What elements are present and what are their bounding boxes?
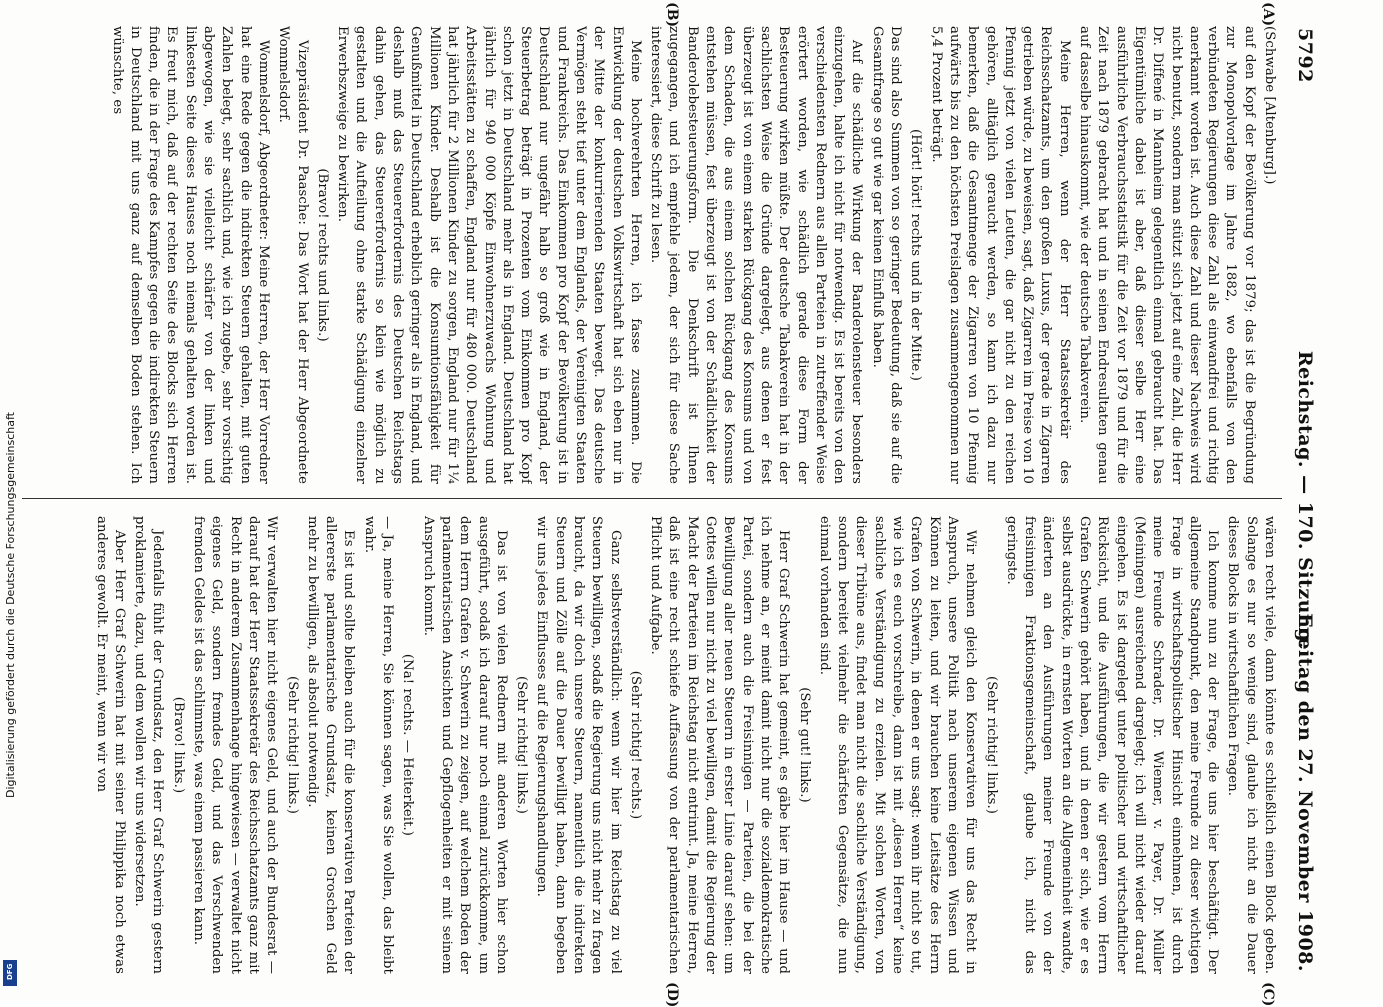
paragraph: Meine Herren, wenn der Herr Staatssekretär des Reichsschatzamts, um den großen Luxus, der gerade in Zigarren getrieben würde, zu beweisen, sagt, daß Zigarren im Preise von 10 Pfennig jetzt von vielen Leuten, die gar nicht zu den reichen gehören, alltäglich geraucht werden, so kann ich dazu nur bemerken, daß die Gesamtmenge der Zigarren von 10 Pfennig aufwärts bis zu den höchsten Preislagen zusammengenommen nur 5,4 Prozent beträgt. — [928, 26, 1072, 484]
session-date: Freitag den 27. November 1908. — [1294, 613, 1316, 972]
paragraph: Auf die schädliche Wirkung der Banderolensteuer besonders einzugehen, halte ich nicht für notwendig. Es ist bereits von den verschiedensten Rednern aus allen Parteien in zutreffender Weise erörtert worden, wie schädlich gerade diese Form der Besteuerung wirken müßte. Der deutsche Tabakverein hat in der sachlichsten Weise die Gründe dargelegt, aus denen er fest überzeugt ist von einem starken Rückgang des Konsums und von dem Schaden, die aus einem solchen Rückgang des Konsums entstehen müssen, fest überzeugt ist von der Schädlichkeit der Banderolebesteuerungsform. Die Denkschrift ist Ihnen zugegangen, und ich empfehle jedem, der sich für diese Sache interessiert, diese Schrift zu lesen. — [648, 26, 865, 484]
paragraph: (Sehr richtig! links.) — [284, 675, 300, 815]
paragraph: Es ist und sollte bleiben auch für die konservativen Parteien der allererste parlamentarische Grundsatz, keinen Groschen Geld mehr zu bewilligen, als absolut notwendig. — [304, 516, 357, 974]
paragraph: Jedenfalls fühlt der Grundsatz, den Herr Graf Schwerin gestern proklamierte, dazu, und dem wollen wir uns widersetzen. — [132, 516, 166, 974]
paragraph: Wir verwalten hier nicht eigenes Geld, und auch der Bundesrat — darauf hat der Herr Staatssekretär des Reichsschatzamts ganz mit Recht in anderem Zusammenhange hingewiesen — verwaltet nicht eigenes Geld, sondern fremdes Geld, und das Verschwenden fremden Geldes ist das schlimmste, was einem passieren kann. — [191, 516, 280, 974]
paragraph: Vizepräsident Dr. Paasche: Das Wort hat der Herr Abgeordnete Wommelsdorf. — [276, 26, 310, 484]
paragraph: (Na! rechts. — Heiterkeit.) — [400, 653, 416, 837]
paragraph: (Sehr richtig! links.) — [514, 675, 530, 815]
column-divider — [22, 498, 1282, 499]
dfg-logo-text: DFG — [6, 963, 14, 980]
dfg-logo — [3, 960, 17, 986]
paragraph: (Bravo! rechts und links.) — [314, 168, 330, 342]
paragraph: Herr Graf Schwerin hat gemeint, es gäbe hier im Hause — und ich nehme an, er meint damit nicht nur die sozialdemokratische Partei, sondern auch die Freisinnigen — Parteien, die bei der Bewilligung aller neuen Steuern in erster Linie darauf sehen: um Gottes willen nur nicht zu viel bewilligen, damit die Regierung der Macht der Parteien im Reichstag nicht entrinnt. Ja, meine Herren, daß ist eine recht schiefe Auffassung von der parlamentarischen Pflicht und Aufgabe. — [648, 516, 792, 974]
paragraph: Meine hochverehrten Herren, ich fasse zusammen. Die Entwicklung der deutschen Volkswirtschaft hat sich eben nur in der Mitte der konkurrierenden Staaten bewegt. Das deutsche Vermögen steht tief unter dem Englands, der Vereinigten Staaten und Frankreichs. Das Einkommen pro Kopf der Bevölkerung ist in Deutschland nur ungefähr halb so groß wie in England, der Steuerbetrag beträgt in Prozenten vom Einkommen pro Kopf schon jetzt in Deutschland mehr als in England. Deutschland hat jährlich für 940 000 Köpfe Einwohnerzuwachs Wohnung und Arbeitsstätten zu schaffen, England nur für 480 000. Deutschland hat jährlich für 2 Millionen Kinder zu sorgen, England nur für 1¼ Millionen Kinder. Deshalb ist die Konsumtionsfähigkeit für Genußmittel in Deutschland erheblich geringer als in England, und deshalb muß das Steuererfordernis des Deutschen Reichstags dahin gehen, das Steuererfordernis so klein wie möglich zu gestalten und die Aufteilung ohne starke Schädigung einzelner Erwerbszweige zu bewirken. — [335, 26, 643, 484]
paragraph: (Sehr richtig! rechts.) — [627, 670, 643, 820]
paragraph: Ganz selbstverständlich: wenn wir hier im Reichstag zu viel Steuern bewilligen, sodaß die Regierung uns nicht mehr zu fragen braucht, da wir doch unsere Steuern, namentlich die indirekten Steuern und Zölle auf die Dauer bewilligt haben, dann begeben wir uns jedes Einflusses auf die Regierungshandlungen. — [534, 516, 623, 974]
paragraph: Das ist von vielen Rednern mit anderen Worten hier schon ausgeführt, sodaß ich darauf nur noch einmal zurückkomme, um dem Herrn Grafen v. Schwerin zu zeigen, auf welchem Boden der parlamentarischen Ansichten und Gepflogenheiten er mit seinem Anspruch kommt. — [420, 516, 509, 974]
paragraph: auf den Kopf der Bevölkerung vor 1879; das ist die Begründung zur Monopolvorlage im Jahre 1882, wo ebenfalls von den verbündeten Regierungen diese Zahl als einwandfrei und richtig anerkannt worden ist. Auch diese Zahl und dieser Nachweis wird nicht benutzt, sondern man stützt sich jetzt auf eine Zahl, die Herr Dr. Diffené in Mannheim gelegentlich einmal gebraucht hat. Das Eigentümliche dabei ist aber, daß dieser selbe Herr eine ausführliche Verbrauchsstatistik für die Zeit vor 1879 und für die Zeit nach 1879 gebracht hat und in seinen Endresultaten genau auf dasselbe hinauskommt, wie der deutsche Tabakverein. — [1077, 26, 1257, 484]
paragraph: Ich komme nun zu der Frage, die uns hier beschäftigt. Der allgemeine Standpunkt, den meine Freunde zu dieser wichtigen Frage in wirtschaftspolitischer Hinsicht einnehmen, ist durch meine Freunde Schrader, Dr. Wiemer, v. Payer, Dr. Müller (Meiningen) ausreichend dargelegt; ich will nicht wieder darauf eingehen. Es ist dargelegt unter politischer und wirtschaftlicher Rücksicht, und die Ausführungen, die wir gestern vom Herrn Grafen Schwerin gehört haben, und in denen er sich, wie er es selbst ausdrückte, in ernsten Worten an die Allgemeinheit wandte, änderten an den Ausführungen meiner Freunde von der freisinnigen Fraktionsgemeinschaft, glaube ich, nicht das geringste. — [1003, 516, 1221, 974]
page-number: 5792 — [1294, 28, 1316, 83]
margin-marker-d: (D) — [664, 982, 680, 1007]
paragraph: Das sind also Summen von so geringer Bedeutung, daß sie auf die Gesamtfrage so gut wie gar keinen Einfluß haben. — [869, 26, 904, 484]
paragraph: (Schwabe [Altenburg].) — [1262, 26, 1277, 185]
paragraph: (Hört! hört! rechts und in der Mitte.) — [908, 129, 924, 381]
digitization-note: Digitalisierung gefördert durch die Deutsche Forschungsgemeinschaft — [4, 412, 17, 798]
paragraph: (Sehr gut! links.) — [796, 687, 812, 803]
paragraph: Aber Herr Graf Schwerin hat mit seiner Philippika noch etwas anderes gewollt. Er meint, wenn wir von — [93, 516, 127, 974]
paragraph: Wommelsdorf, Abgeordneter: Meine Herren, der Herr Vorredner hat eine Rede gegen die indirekten Steuern gehalten, mit guten Zahlen belegt, sehr sachlich und, wie ich zugebe, sehr vorsichtig abgewogen, wie sie vielleicht schärfer von der linken und linkesten Seite dieses Hauses noch niemals gehalten worden ist. Es freut mich, daß auf der rechten Seite des Blocks sich Herren finden, die in der Frage des Kampfes gegen die indirekten Steuern in Deutschland mit uns ganz auf demselben Boden stehen. Ich wünschte, es — [109, 26, 271, 484]
page-header — [1286, 20, 1320, 980]
page-title: Reichstag. — 170. Sitzung. — [1294, 350, 1316, 650]
left-column — [28, 26, 1278, 484]
paragraph: Wir nehmen gleich den Konservativen für uns das Recht in Anspruch, unsere Politik nach unserem eigenen Wissen und Können zu leiten, und wir brauchen keine Leitsätze des Herrn Grafen von Schwerin, in denen er uns sagt: wenn ihr nicht so tut, wie ich es euch vorschreibe, dann ist mit „diesen Herren“ keine sachliche Verständigung zu erzielen. Mit solchen Worten, von dieser Tribüne aus, findet man nicht die sachliche Verständigung, sondern bereitet vielmehr die schärfsten Gegensätze, die nun einmal vorhanden sind. — [816, 516, 979, 974]
paragraph: (Bravo! links.) — [170, 696, 186, 794]
paragraph: (Sehr richtig! links.) — [983, 675, 999, 815]
rotated-page-content — [0, 2, 1320, 1007]
margin-marker-b: (B) — [664, 2, 680, 28]
paragraph: wären recht viele, dann könnte es schließlich einen Block geben. Solange es nur so wenige sind, glaube ich nicht an die Dauer dieses Blocks in wirtschaftlichen Fragen. — [1225, 516, 1277, 974]
right-column — [28, 516, 1278, 974]
margin-marker-c: (C) — [1260, 982, 1276, 1007]
paragraph: — Ja, meine Herren, Sie können sagen, was Sie wollen, das bleibt wahr. — [361, 516, 396, 974]
margin-marker-a: (A) — [1260, 2, 1276, 27]
